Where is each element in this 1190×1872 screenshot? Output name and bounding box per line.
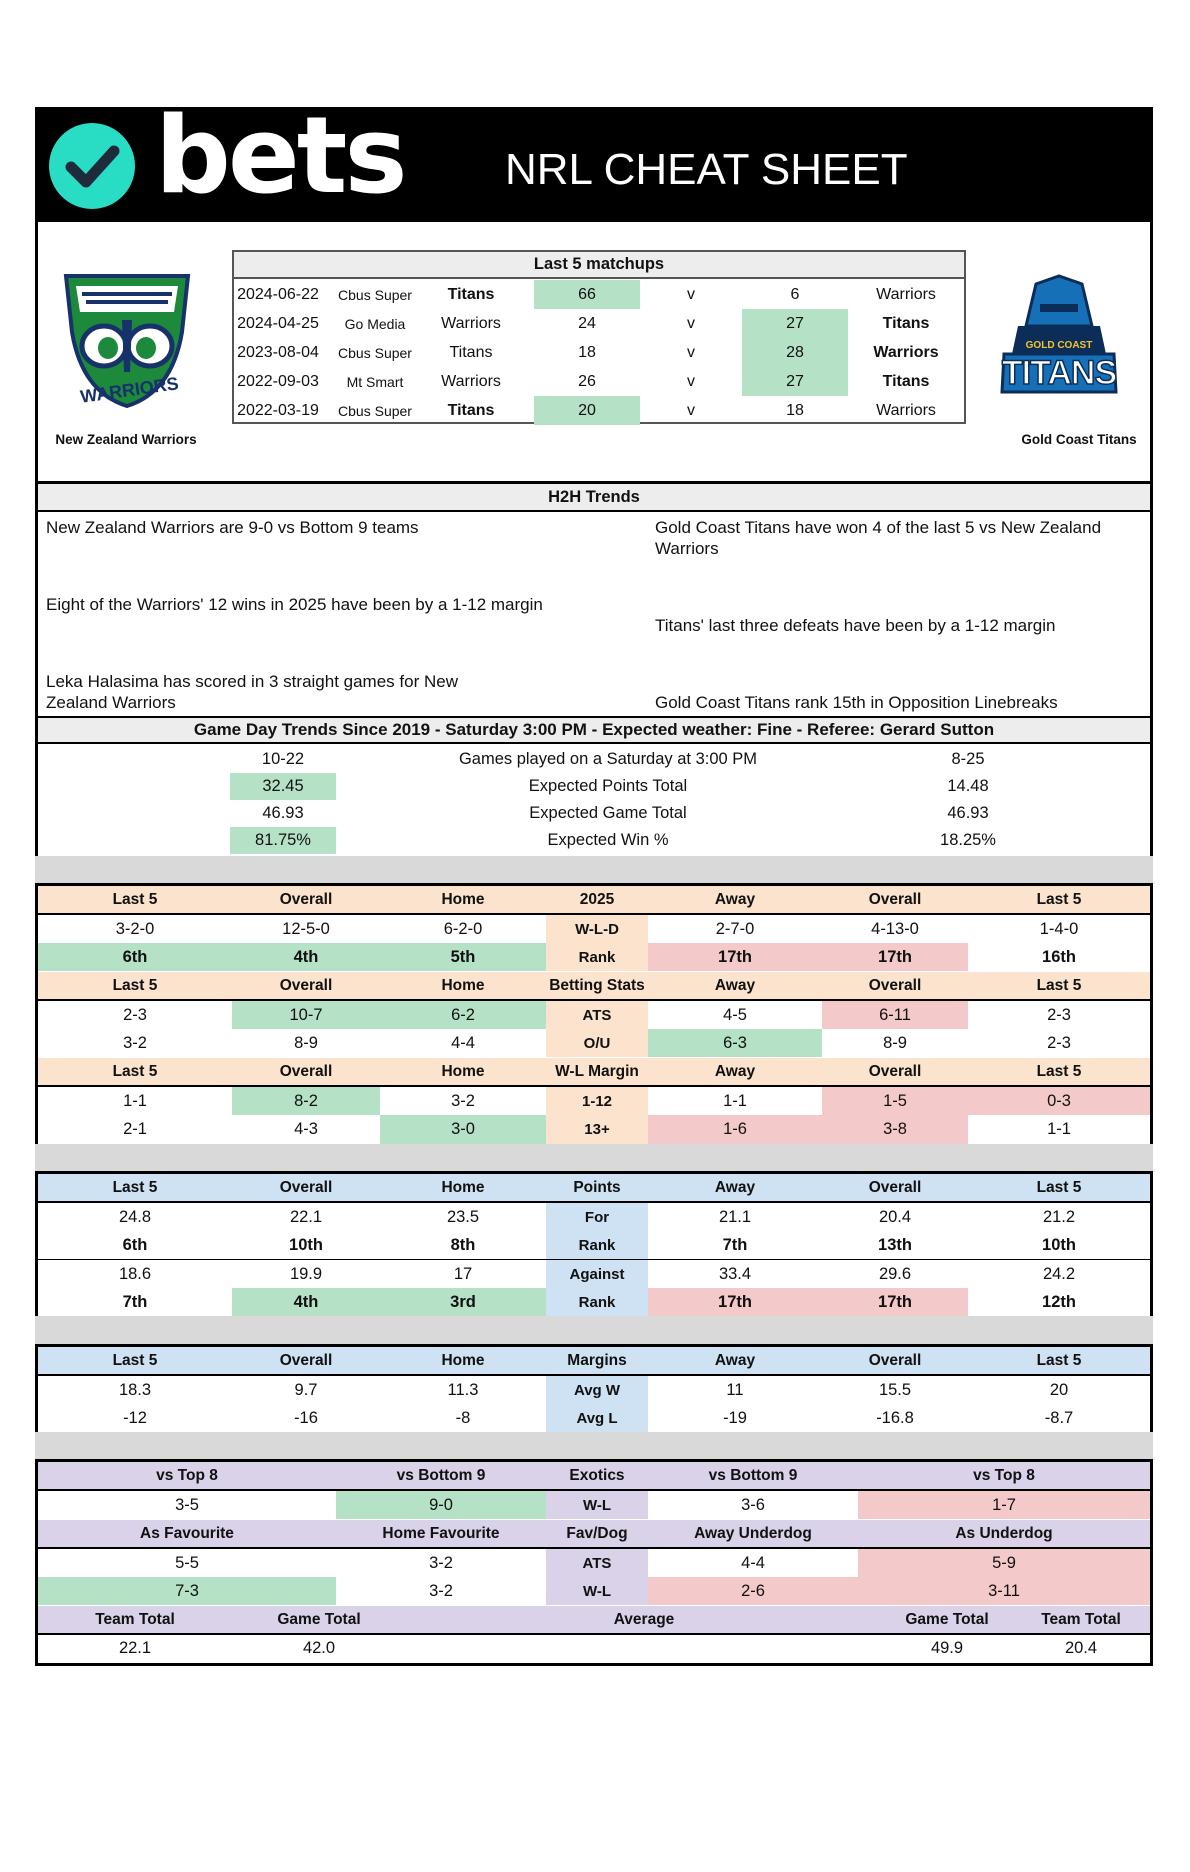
season-header-cell: 2025 xyxy=(546,886,648,913)
h2h-trend-right-2: Titans' last three defeats have been by a 1-12 margin xyxy=(655,616,1056,635)
season-ou-cell: 2-3 xyxy=(1047,1033,1071,1052)
season-rank-cell: Rank xyxy=(546,943,648,971)
season-margin-112-cell: 1-1 xyxy=(123,1091,147,1110)
titans-logo-icon xyxy=(996,274,1122,408)
season-ats-cell: 6-2 xyxy=(380,1001,546,1029)
h2h-trend-right-1: Gold Coast Titans have won 4 of the last 5 vs New Zealand Warriors xyxy=(655,518,1102,558)
season-ou-cell: 3-2 xyxy=(123,1033,147,1052)
season-rank-cell: 17th xyxy=(822,943,968,971)
season-margin-13-cell: 4-3 xyxy=(294,1120,318,1138)
section-gap xyxy=(35,1432,1153,1462)
margins-header-cell: Last 5 xyxy=(968,1347,1150,1374)
points-against-cell: 29.6 xyxy=(878,1264,912,1283)
matchup-score1: 20 xyxy=(534,396,640,425)
gameday-label: Expected Points Total xyxy=(528,777,688,795)
points-against-rank-cell: Rank xyxy=(546,1288,648,1316)
matchup-v: v xyxy=(687,285,695,303)
exotics-avg-header-cell: Game Total xyxy=(232,1606,406,1633)
season-wld-cell: 12-5-0 xyxy=(282,919,330,938)
season-rank-cell: 16th xyxy=(1042,947,1076,966)
gameday-away-value: 14.48 xyxy=(947,777,989,795)
matchup-score2: 6 xyxy=(790,285,800,303)
margins-avgw-cell: 15.5 xyxy=(878,1380,912,1399)
points-against-rank-cell: 4th xyxy=(232,1288,380,1316)
exotics-header-cell: Home Favourite xyxy=(336,1520,546,1547)
matchup-v: v xyxy=(687,343,695,361)
season-rank-cell: 5th xyxy=(380,943,546,971)
exotics-avg-value: 42.0 xyxy=(302,1639,336,1657)
margins-avgl-cell: -16 xyxy=(294,1408,318,1427)
season-header-cell: Home xyxy=(380,972,546,999)
season-margin-112-cell: 1-5 xyxy=(822,1087,968,1115)
season-wld-cell: W-L-D xyxy=(546,915,648,943)
season-ou-cell: 8-9 xyxy=(883,1033,907,1052)
points-header-cell: Last 5 xyxy=(968,1174,1150,1201)
points-for-rank-cell: 8th xyxy=(450,1235,476,1254)
margins-header-cell: Last 5 xyxy=(38,1347,232,1374)
section-gap xyxy=(35,856,1153,886)
exotics-avg-value: 22.1 xyxy=(118,1639,152,1657)
header-banner xyxy=(35,94,1153,224)
season-ats-cell: 4-5 xyxy=(723,1005,747,1024)
exotics-wl2-cell: 7-3 xyxy=(38,1577,336,1605)
season-header-cell: Overall xyxy=(232,972,380,999)
season-header-cell: Last 5 xyxy=(968,886,1150,913)
matchups-table xyxy=(232,250,966,424)
matchup-team1: Titans xyxy=(447,401,495,419)
gameday-title: Game Day Trends Since 2019 - Saturday 3:00 PM - Expected weather: Fine - Referee: Gerard Sutton xyxy=(38,716,1150,744)
season-header-cell: Last 5 xyxy=(968,1058,1150,1085)
exotics-avg-header-cell: Team Total xyxy=(38,1606,232,1633)
matchups-panel xyxy=(35,222,1153,484)
points-header-cell: Overall xyxy=(232,1174,380,1201)
points-against-cell: 24.2 xyxy=(1042,1264,1076,1283)
matchup-team2: Warriors xyxy=(876,401,936,419)
margins-avgw-cell: 11 xyxy=(726,1380,744,1399)
season-margin-112-cell: 1-12 xyxy=(546,1087,648,1115)
h2h-trend-left-1: New Zealand Warriors are 9-0 vs Bottom 9 teams xyxy=(46,518,419,537)
season-ats-cell: 6-11 xyxy=(822,1001,968,1029)
matchup-date: 2023-08-04 xyxy=(237,343,319,361)
margins-avgl-cell: -8.7 xyxy=(1044,1408,1074,1427)
exotics-header-cell: vs Top 8 xyxy=(858,1462,1150,1489)
gameday-away-value: 46.93 xyxy=(947,804,989,822)
points-against-cell: 18.6 xyxy=(118,1264,152,1283)
gameday-home-value: 10-22 xyxy=(261,750,305,768)
points-against-rank-cell: 3rd xyxy=(380,1288,546,1316)
season-margin-112-cell: 3-2 xyxy=(451,1091,475,1110)
margins-avgl-cell: -8 xyxy=(455,1408,471,1427)
h2h-trend-left-3: Leka Halasima has scored in 3 straight games for New Zealand Warriors xyxy=(46,672,458,712)
season-ats-cell: 2-3 xyxy=(123,1005,147,1024)
season-ou-cell: O/U xyxy=(546,1029,648,1057)
exotics-header-cell: As Favourite xyxy=(38,1520,336,1547)
exotics-ats-cell: 5-9 xyxy=(858,1549,1150,1577)
matchup-date: 2024-06-22 xyxy=(237,285,319,303)
gameday-label: Games played on a Saturday at 3:00 PM xyxy=(458,750,758,768)
season-header-cell: Overall xyxy=(822,1058,968,1085)
matchup-venue: Cbus Super xyxy=(338,344,412,361)
exotics-avg-value: 49.9 xyxy=(930,1639,964,1657)
season-ats-cell: 2-3 xyxy=(1047,1005,1071,1024)
points-for-cell: 24.8 xyxy=(118,1207,152,1226)
season-header-cell: Home xyxy=(380,886,546,913)
season-header-cell: Overall xyxy=(232,1058,380,1085)
matchup-team1: Titans xyxy=(449,343,493,361)
season-header-cell: Last 5 xyxy=(968,972,1150,999)
exotics-wl2-cell: 3-2 xyxy=(429,1581,453,1600)
margins-avgl-cell: Avg L xyxy=(546,1404,648,1432)
matchup-v: v xyxy=(687,314,695,332)
gameday-home-value: 32.45 xyxy=(230,773,336,800)
warriors-logo-text: WARRIORS xyxy=(79,373,180,407)
matchup-team1: Warriors xyxy=(441,372,501,390)
season-margin-13-cell: 3-0 xyxy=(380,1115,546,1144)
matchup-score2: 27 xyxy=(742,367,848,396)
season-rank-cell: 4th xyxy=(232,943,380,971)
points-for-cell: 21.1 xyxy=(718,1207,752,1226)
h2h-panel xyxy=(35,481,1153,859)
gameday-home-value: 46.93 xyxy=(262,804,304,822)
season-header-cell: Away xyxy=(648,886,822,913)
exotics-wl-cell: 3-5 xyxy=(175,1495,199,1514)
matchup-v: v xyxy=(687,372,695,390)
exotics-avg-value: 20.4 xyxy=(1064,1639,1098,1657)
margins-avgw-cell: 11.3 xyxy=(447,1380,479,1399)
points-for-rank-cell: 13th xyxy=(878,1235,912,1254)
season-wld-cell: 1-4-0 xyxy=(1039,919,1079,938)
season-header-cell: Overall xyxy=(822,972,968,999)
matchup-team2: Titans xyxy=(882,372,930,390)
exotics-header-cell: Exotics xyxy=(546,1462,648,1489)
season-margin-13-cell: 3-8 xyxy=(822,1115,968,1144)
points-for-rank-cell: 10th xyxy=(289,1235,323,1254)
h2h-title: H2H Trends xyxy=(38,484,1150,512)
exotics-panel xyxy=(35,1459,1153,1666)
matchup-team2: Warriors xyxy=(873,343,939,361)
season-ou-cell: 6-3 xyxy=(648,1029,822,1057)
divider xyxy=(38,1259,1150,1260)
gameday-label: Expected Game Total xyxy=(529,804,687,822)
exotics-wl-cell: 3-6 xyxy=(741,1495,765,1514)
points-against-rank-cell: 17th xyxy=(648,1288,822,1316)
matchup-score2: 28 xyxy=(742,338,848,367)
matchup-score2: 27 xyxy=(742,309,848,338)
gameday-home-value: 81.75% xyxy=(230,827,336,854)
matchup-score1: 26 xyxy=(578,372,596,390)
matchup-team2: Titans xyxy=(882,314,930,332)
margins-header-cell: Margins xyxy=(546,1347,648,1374)
titans-logo-text: TITANS xyxy=(1001,354,1117,392)
margins-avgw-cell: Avg W xyxy=(546,1376,648,1404)
margins-header-cell: Overall xyxy=(232,1347,380,1374)
matchup-score2: 18 xyxy=(786,401,804,419)
points-for-cell: 20.4 xyxy=(878,1207,912,1226)
brand-logo: bets xyxy=(155,94,405,217)
points-for-cell: 22.1 xyxy=(289,1207,323,1226)
exotics-wl-cell: 9-0 xyxy=(336,1491,546,1519)
points-header-cell: Overall xyxy=(822,1174,968,1201)
margins-header-cell: Home xyxy=(380,1347,546,1374)
exotics-header-cell: vs Top 8 xyxy=(38,1462,336,1489)
h2h-trend-left-2: Eight of the Warriors' 12 wins in 2025 have been by a 1-12 margin xyxy=(46,595,543,614)
season-header-cell: Last 5 xyxy=(38,972,232,999)
points-for-rank-cell: 7th xyxy=(722,1235,748,1254)
gameday-away-value: 18.25% xyxy=(940,831,996,849)
season-header-cell: Away xyxy=(648,1058,822,1085)
season-rank-cell: 6th xyxy=(38,943,232,971)
points-for-rank-cell: Rank xyxy=(546,1231,648,1259)
season-margin-13-cell: 1-1 xyxy=(1047,1120,1071,1138)
margins-avgl-cell: -19 xyxy=(723,1408,747,1427)
matchup-venue: Mt Smart xyxy=(346,373,404,390)
season-wld-cell: 6-2-0 xyxy=(443,919,483,938)
matchup-venue: Go Media xyxy=(344,315,406,332)
margins-avgw-cell: 20 xyxy=(1049,1380,1069,1399)
points-against-rank-cell: 12th xyxy=(1042,1292,1076,1311)
points-for-rank-cell: 10th xyxy=(1042,1235,1076,1254)
season-ou-cell: 4-4 xyxy=(451,1033,475,1052)
h2h-trend-right-3: Gold Coast Titans rank 15th in Opposition Linebreaks xyxy=(655,693,1058,712)
points-against-cell: 17 xyxy=(453,1264,473,1283)
season-header-cell: W-L Margin xyxy=(546,1058,648,1085)
matchup-date: 2024-04-25 xyxy=(237,314,319,332)
season-ats-cell: 10-7 xyxy=(232,1001,380,1029)
away-team-name: Gold Coast Titans xyxy=(1021,432,1137,447)
exotics-wl2-cell: 2-6 xyxy=(648,1577,858,1605)
points-against-rank-cell: 7th xyxy=(122,1292,148,1311)
matchup-team1: Warriors xyxy=(441,314,501,332)
season-header-cell: Away xyxy=(648,972,822,999)
check-icon xyxy=(49,123,135,209)
season-margin-112-cell: 1-1 xyxy=(723,1091,747,1110)
exotics-wl-cell: W-L xyxy=(546,1491,648,1519)
exotics-ats-cell: 3-2 xyxy=(429,1553,453,1572)
margins-avgw-cell: 9.7 xyxy=(294,1380,318,1399)
season-header-cell: Overall xyxy=(232,886,380,913)
points-header-cell: Away xyxy=(648,1174,822,1201)
gameday-label: Expected Win % xyxy=(547,831,669,849)
exotics-ats-cell: 4-4 xyxy=(741,1553,765,1572)
season-wld-cell: 4-13-0 xyxy=(871,919,919,938)
matchup-v: v xyxy=(687,401,695,419)
season-ou-cell: 8-9 xyxy=(294,1033,318,1052)
matchups-title: Last 5 matchups xyxy=(234,252,964,279)
points-for-cell: 21.2 xyxy=(1042,1207,1076,1226)
gameday-table xyxy=(38,744,1150,856)
exotics-wl2-cell: 3-11 xyxy=(858,1577,1150,1605)
points-for-rank-cell: 6th xyxy=(122,1235,148,1254)
season-rank-cell: 17th xyxy=(648,943,822,971)
section-gap xyxy=(35,1316,1153,1346)
page-title: NRL CHEAT SHEET xyxy=(505,145,908,194)
margins-header-cell: Away xyxy=(648,1347,822,1374)
matchup-score1: 18 xyxy=(578,343,596,361)
margins-avgl-cell: -16.8 xyxy=(876,1408,914,1427)
exotics-wl-cell: 1-7 xyxy=(858,1491,1150,1519)
gameday-away-value: 8-25 xyxy=(951,750,985,768)
season-wld-cell: 2-7-0 xyxy=(715,919,755,938)
matchup-date: 2022-09-03 xyxy=(237,372,319,390)
exotics-header-cell: Fav/Dog xyxy=(546,1520,648,1547)
season-stats-panel xyxy=(35,883,1153,1147)
matchup-date: 2022-03-19 xyxy=(237,401,319,419)
points-against-cell: 19.9 xyxy=(289,1264,323,1283)
points-panel xyxy=(35,1171,1153,1319)
matchup-venue: Cbus Super xyxy=(338,286,412,303)
points-header-cell: Points xyxy=(546,1174,648,1201)
exotics-header-cell: As Underdog xyxy=(858,1520,1150,1547)
matchup-team1: Titans xyxy=(447,285,495,303)
exotics-header-cell: Away Underdog xyxy=(648,1520,858,1547)
margins-header-cell: Overall xyxy=(822,1347,968,1374)
points-against-rank-cell: 17th xyxy=(822,1288,968,1316)
exotics-header-cell: vs Bottom 9 xyxy=(648,1462,858,1489)
margins-panel xyxy=(35,1344,1153,1435)
points-header-cell: Home xyxy=(380,1174,546,1201)
season-margin-13-cell: 13+ xyxy=(546,1115,648,1144)
exotics-ats-cell: ATS xyxy=(546,1549,648,1577)
exotics-avg-header-cell: Average xyxy=(406,1606,882,1633)
season-wld-cell: 3-2-0 xyxy=(115,919,155,938)
section-gap xyxy=(35,1144,1153,1174)
margins-avgw-cell: 18.3 xyxy=(118,1380,152,1399)
exotics-header-cell: vs Bottom 9 xyxy=(336,1462,546,1489)
season-header-cell: Betting Stats xyxy=(546,972,648,999)
matchup-score1: 24 xyxy=(578,314,596,332)
margins-avgl-cell: -12 xyxy=(123,1408,147,1427)
season-header-cell: Home xyxy=(380,1058,546,1085)
season-margin-13-cell: 2-1 xyxy=(123,1120,147,1138)
season-margin-112-cell: 8-2 xyxy=(232,1087,380,1115)
exotics-wl2-cell: W-L xyxy=(546,1577,648,1605)
points-for-cell: 23.5 xyxy=(446,1207,480,1226)
season-margin-13-cell: 1-6 xyxy=(648,1115,822,1144)
season-header-cell: Last 5 xyxy=(38,886,232,913)
season-header-cell: Last 5 xyxy=(38,1058,232,1085)
points-header-cell: Last 5 xyxy=(38,1174,232,1201)
matchup-team2: Warriors xyxy=(876,285,936,303)
home-team-name: New Zealand Warriors xyxy=(55,432,197,447)
matchup-venue: Cbus Super xyxy=(338,402,412,419)
exotics-avg-header-cell: Game Total xyxy=(882,1606,1012,1633)
matchup-score1: 66 xyxy=(534,280,640,309)
exotics-ats-cell: 5-5 xyxy=(175,1553,199,1572)
exotics-avg-header-cell: Team Total xyxy=(1012,1606,1150,1633)
warriors-logo-icon xyxy=(62,272,192,410)
season-ats-cell: ATS xyxy=(546,1001,648,1029)
season-header-cell: Overall xyxy=(822,886,968,913)
points-against-cell: Against xyxy=(546,1260,648,1288)
points-for-cell: For xyxy=(546,1203,648,1231)
season-margin-112-cell: 0-3 xyxy=(968,1087,1150,1115)
titans-logo-top: GOLD COAST xyxy=(1025,340,1093,351)
points-against-cell: 33.4 xyxy=(718,1264,752,1283)
